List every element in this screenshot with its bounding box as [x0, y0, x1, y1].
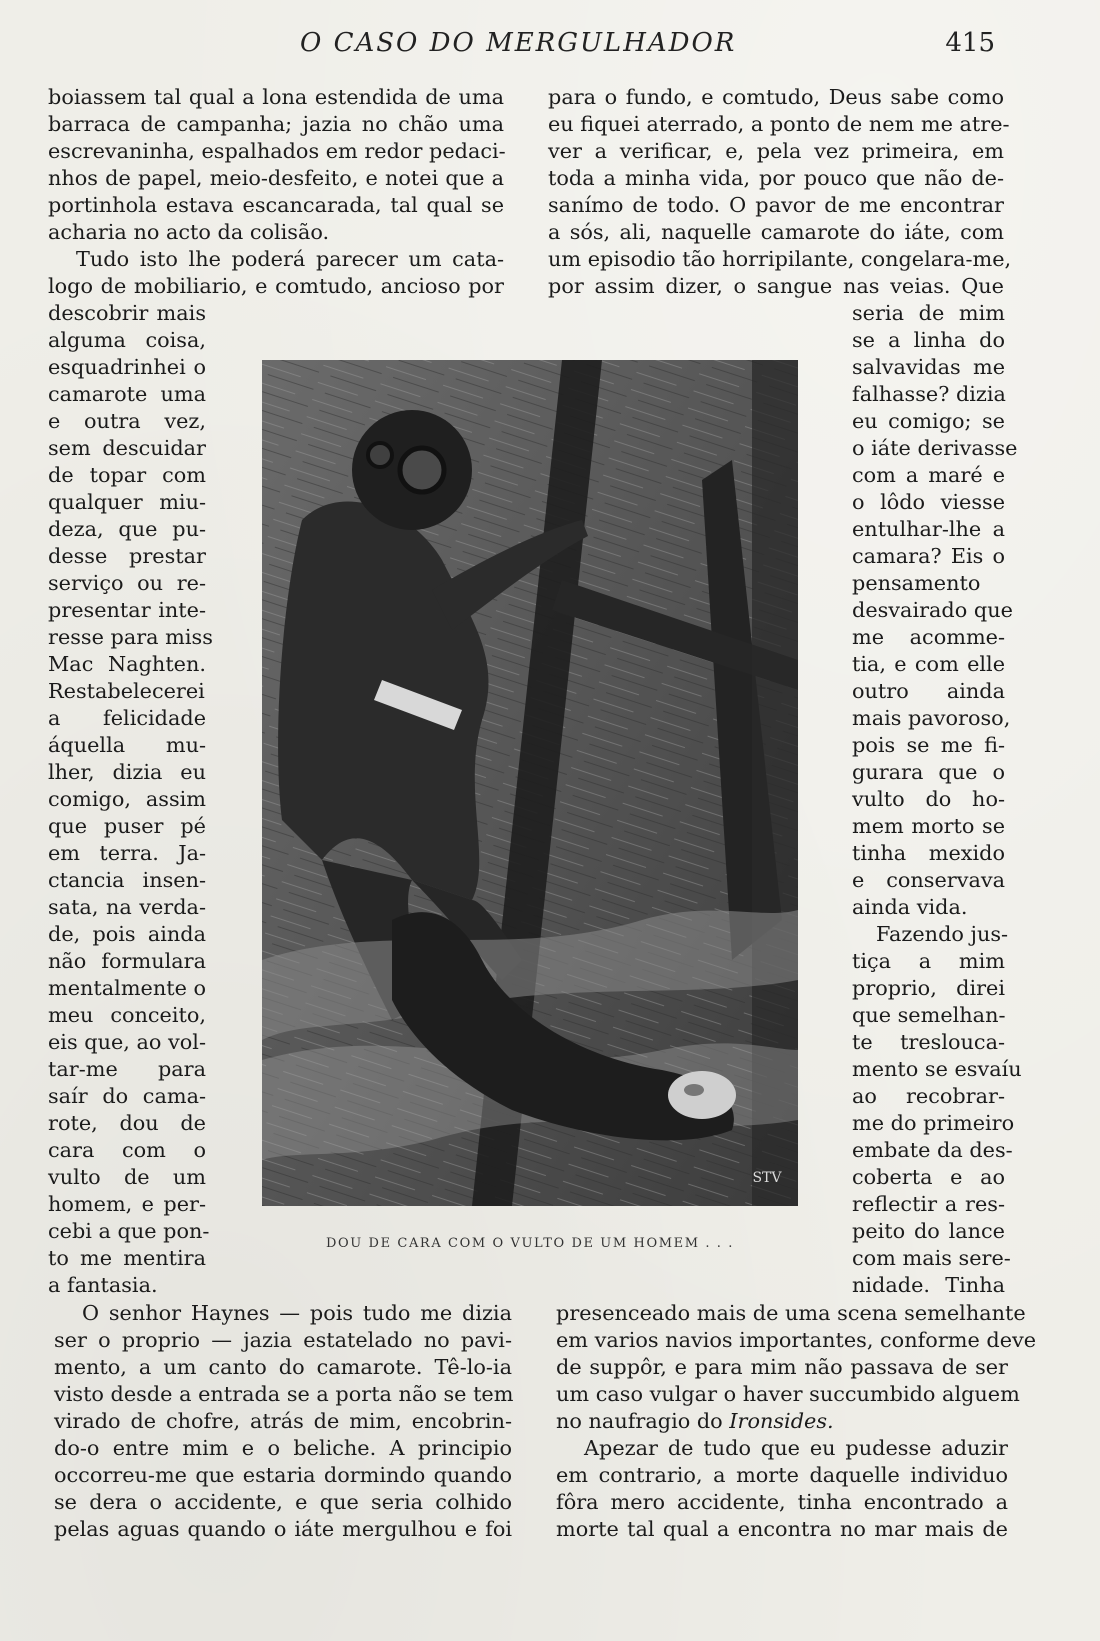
text-line: com mais sere-	[852, 1246, 1011, 1270]
text-line: toda a minha vida, por pouco que não de-	[548, 166, 1004, 190]
text-line: a felicidade	[48, 706, 206, 730]
text-line: em contrario, a morte daquelle individuo	[556, 1463, 1008, 1487]
left-column-top	[48, 84, 504, 300]
text-line: boiassem tal qual a lona estendida de uma	[48, 85, 504, 109]
text-line: meu conceito,	[48, 1003, 206, 1027]
text-line: Mac Naghten.	[48, 652, 206, 676]
text-line: logo de mobiliario, e comtudo, ancioso por	[48, 274, 504, 298]
text-line: em terra. Ja-	[48, 841, 206, 865]
text-line: fôra mero accidente, tinha encontrado a	[556, 1490, 1008, 1514]
text-line: outro ainda	[852, 679, 1005, 703]
text-line: homem, e per-	[48, 1192, 206, 1216]
text-line: mais pavoroso,	[852, 706, 1011, 730]
text-line: nidade. Tinha	[852, 1273, 1005, 1297]
text-line: resse para miss	[48, 625, 213, 649]
text-line: cara com o	[48, 1138, 206, 1162]
text-line: áquella mu-	[48, 733, 206, 757]
text-line: peito do lance	[852, 1219, 1005, 1243]
text-line: barraca de campanha; jazia no chão uma	[48, 112, 504, 136]
text-line: esquadrinhei o	[48, 355, 206, 379]
text-line: de topar com	[48, 463, 206, 487]
text-line: um caso vulgar o haver succumbido alguem	[556, 1382, 1020, 1406]
text-line: camara? Eis o	[852, 544, 1005, 568]
text-line: tar-me para	[48, 1057, 206, 1081]
text-line: a fantasia.	[48, 1273, 158, 1297]
right-column-narrow	[852, 300, 1022, 1299]
text-line: o iáte derivasse	[852, 436, 1018, 460]
text-line: o lôdo viesse	[852, 490, 1005, 514]
text-line: deza, que pu-	[48, 517, 206, 541]
text-line: que puser pé	[48, 814, 206, 838]
text-line: falhasse? dizia	[852, 382, 1006, 406]
text-line: mento se esvaíu	[852, 1057, 1022, 1081]
left-column-bottom	[54, 1300, 512, 1543]
left-column-narrow	[48, 300, 213, 1299]
text-line: descobrir mais	[48, 301, 206, 325]
text-line: lher, dizia eu	[48, 760, 206, 784]
text-line: proprio, direi	[852, 976, 1005, 1000]
text-line: mento, a um canto do camarote. Tê-lo-ia	[54, 1355, 512, 1379]
text-line: de suppôr, e para mim não passava de ser	[556, 1355, 1008, 1379]
text-line: do-o entre mim e o beliche. A principio	[54, 1436, 512, 1460]
text-line: Restabelecerei	[48, 679, 205, 703]
text-line: occorreu-me que estaria dormindo quando	[54, 1463, 512, 1487]
text-line: to me mentira	[48, 1246, 206, 1270]
text-line: entulhar-lhe a	[852, 517, 1005, 541]
figure-caption: DOU DE CARA COM O VULTO DE UM HOMEM . . .	[325, 1236, 735, 1251]
text-line: sem descuidar	[48, 436, 206, 460]
text-line: nhos de papel, meio-desfeito, e notei que a	[48, 166, 504, 190]
text-line: presenceado mais de uma scena semelhante	[556, 1301, 1026, 1325]
text-line: embate da des-	[852, 1138, 1013, 1162]
text-line: em varios navios importantes, conforme deve	[556, 1328, 1037, 1352]
text-line: seria de mim	[852, 301, 1005, 325]
text-line: e conservava	[852, 868, 1005, 892]
text-line: a sós, ali, naquelle camarote do iáte, com	[548, 220, 1004, 244]
running-head-title: O CASO DO MERGULHADOR	[300, 28, 737, 58]
ship-name: Ironsides.	[729, 1409, 834, 1433]
text-line: acharia no acto da colisão.	[48, 220, 330, 244]
text-line: tiça a mim	[852, 949, 1005, 973]
text-line: cebi a que pon-	[48, 1219, 210, 1243]
text-line: me do primeiro	[852, 1111, 1015, 1135]
text-line: por assim dizer, o sangue nas veias. Que	[548, 274, 1004, 298]
text-line: morte tal qual a encontra no mar mais de	[556, 1517, 1008, 1541]
right-column-bottom	[556, 1300, 1037, 1543]
text-line: O senhor Haynes — pois tudo me dizia	[82, 1301, 512, 1325]
text-line: Apezar de tudo que eu pudesse aduzir	[584, 1436, 1008, 1460]
text-line: eu fiquei aterrado, a ponto de nem me atre-	[548, 112, 1010, 136]
text-line: com a maré e	[852, 463, 1005, 487]
text-line: salvavidas me	[852, 355, 1005, 379]
text-line: tia, e com elle	[852, 652, 1005, 676]
text-line: alguma coisa,	[48, 328, 206, 352]
artist-signature: STV	[752, 1170, 782, 1186]
text-line: me acomme-	[852, 625, 1005, 649]
text-line: eu comigo; se	[852, 409, 1005, 433]
text-line: presentar inte-	[48, 598, 206, 622]
text-line: camarote uma	[48, 382, 206, 406]
text-line: saír do cama-	[48, 1084, 206, 1108]
text-line: pensamento	[852, 571, 981, 595]
diver-drawing	[262, 360, 798, 1206]
text-line: escrevaninha, espalhados em redor pedaci-	[48, 139, 506, 163]
text-line: se dera o accidente, e que seria colhido	[54, 1490, 512, 1514]
text-line: que semelhan-	[852, 1003, 1006, 1027]
text-line: não formulara	[48, 949, 206, 973]
text-line: ao recobrar-	[852, 1084, 1005, 1108]
text-line: para o fundo, e comtudo, Deus sabe como	[548, 85, 1004, 109]
text-line: de, pois ainda	[48, 922, 206, 946]
text-line: vulto do ho-	[852, 787, 1005, 811]
text-line: ver a verificar, e, pela vez primeira, em	[548, 139, 1004, 163]
text-line: tinha mexido	[852, 841, 1005, 865]
text-line: desvairado que	[852, 598, 1013, 622]
right-column-top	[548, 84, 1012, 300]
text-line: no naufragio do Ironsides.	[556, 1409, 834, 1433]
text-line: pois se me fi-	[852, 733, 1005, 757]
text-line: e outra vez,	[48, 409, 206, 433]
text-line: gurara que o	[852, 760, 1005, 784]
text-line: te treslouca-	[852, 1030, 1005, 1054]
page-number: 415	[945, 28, 995, 58]
text-line: ctancia insen-	[48, 868, 206, 892]
text-line: mentalmente o	[48, 976, 207, 1000]
text-line: virado de chofre, atrás de mim, encobrin-	[54, 1409, 512, 1433]
text-line: ainda vida.	[852, 895, 968, 919]
text-line: vulto de um	[48, 1165, 206, 1189]
text-line: serviço ou re-	[48, 571, 206, 595]
text-line: pelas aguas quando o iáte mergulhou e foi	[54, 1517, 512, 1541]
text-line: visto desde a entrada se a porta não se tem	[54, 1382, 514, 1406]
text-line: Tudo isto lhe poderá parecer um cata-	[76, 247, 504, 271]
text-line: comigo, assim	[48, 787, 206, 811]
text-line: se a linha do	[852, 328, 1005, 352]
text-line: rote, dou de	[48, 1111, 206, 1135]
text-line: sata, na verda-	[48, 895, 206, 919]
text-line: um episodio tão horripilante, congelara-me,	[548, 247, 1012, 271]
text-line: sanímo de todo. O pavor de me encontrar	[548, 193, 1004, 217]
text-line: coberta e ao	[852, 1165, 1005, 1189]
illustration-diver	[262, 360, 798, 1206]
text-line: eis que, ao vol-	[48, 1030, 206, 1054]
text-line: ser o proprio — jazia estatelado no pavi-	[54, 1328, 512, 1352]
text-line: mem morto se	[852, 814, 1005, 838]
text-line: portinhola estava escancarada, tal qual se	[48, 193, 504, 217]
text-line: reflectir a res-	[852, 1192, 1005, 1216]
text-line: desse prestar	[48, 544, 206, 568]
text-line: Fazendo jus-	[876, 922, 1009, 946]
text-line: qualquer miu-	[48, 490, 206, 514]
